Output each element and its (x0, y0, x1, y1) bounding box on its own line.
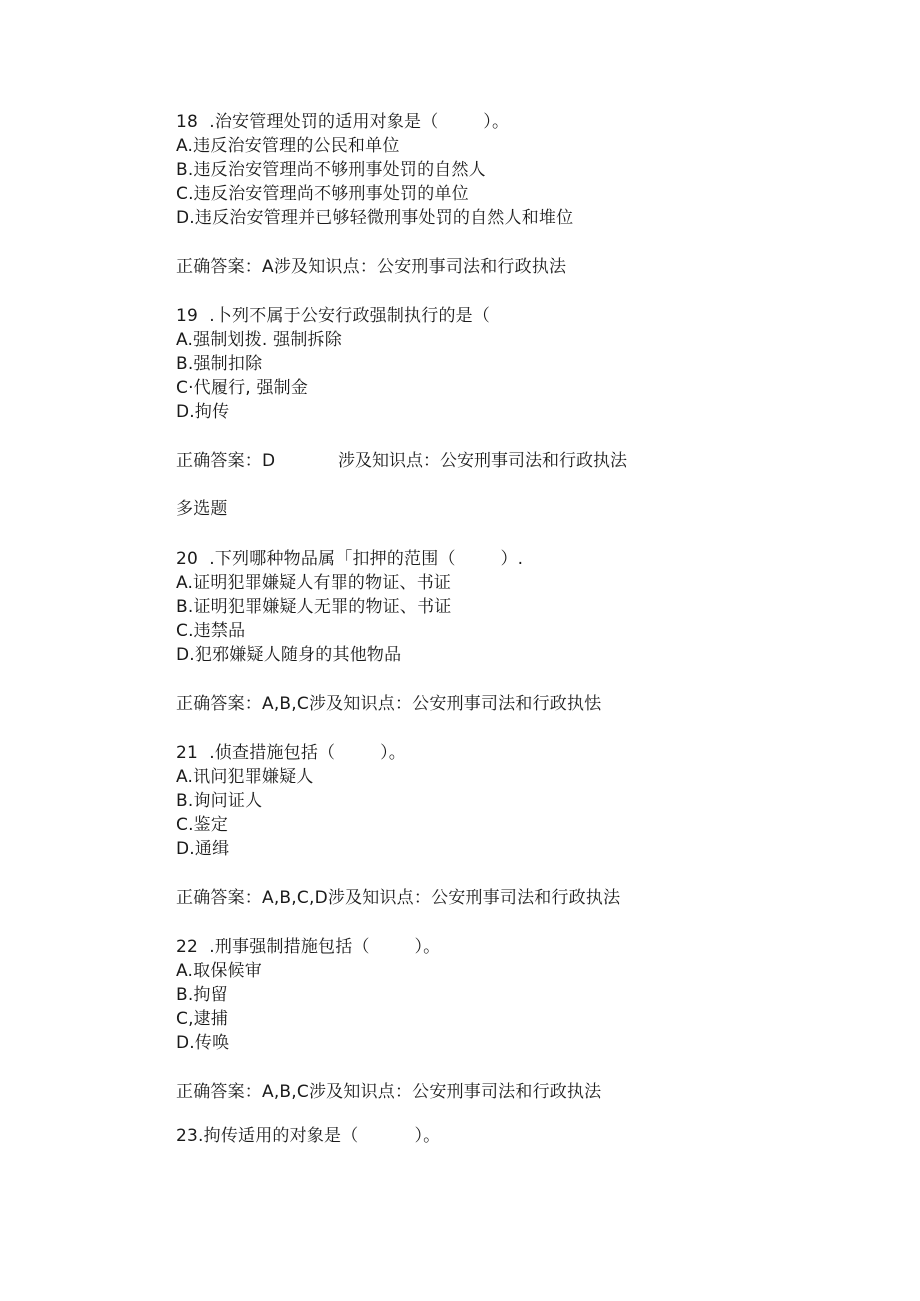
question-21-option-b: B.询问证人 (176, 791, 263, 811)
question-18-option-d: D.违反治安管理并已够轻微刑事处罚的自然人和堆位 (176, 208, 574, 228)
question-18-stem: 18 .治安管理处罚的适用对象是（ ）。 (176, 112, 510, 132)
question-22-option-b: B.拘留 (176, 985, 228, 1005)
question-21-stem: 21 .侦查措施包括（ ）。 (176, 743, 406, 763)
question-18-answer: 正确答案：A涉及知识点：公安刑事司法和行政执法 (176, 257, 567, 277)
question-20-option-b: B.证明犯罪嫌疑人无罪的物证、书证 (176, 597, 452, 617)
question-21-option-a: A.讯问犯罪嫌疑人 (176, 767, 314, 787)
question-22-option-d: D.传唤 (176, 1033, 230, 1053)
question-18-option-b: B.违反治安管理尚不够刑事处罚的自然人 (176, 160, 486, 180)
question-21-option-c: C.鉴定 (176, 815, 229, 835)
section-heading-multiple-choice: 多选题 (176, 499, 228, 519)
question-22-option-c: C,逮捕 (176, 1009, 229, 1029)
question-20-answer: 正确答案：A,B,C涉及知识点：公安刑事司法和行政执怯 (176, 694, 602, 714)
question-20-stem: 20 .下列哪种物品属「扣押的范围（ ）. (176, 549, 524, 569)
question-19-option-c: C·代履行, 强制金 (176, 378, 309, 398)
question-19-answer: 正确答案：D (176, 451, 276, 471)
question-22-answer: 正确答案：A,B,C涉及知识点：公安刑事司法和行政执法 (176, 1082, 602, 1102)
question-19-option-d: D.拘传 (176, 402, 230, 422)
question-19-stem: 19 .卜列不属于公安行政强制执行的是（ (176, 306, 491, 326)
question-22-option-a: A.取保候审 (176, 961, 262, 981)
question-19-option-b: B.强制扣除 (176, 354, 263, 374)
question-21-option-d: D.通缉 (176, 839, 230, 859)
question-21-answer: 正确答案：A,B,C,D涉及知识点：公安刑事司法和行政执法 (176, 888, 621, 908)
question-20-option-a: A.证明犯罪嫌疑人有罪的物证、书证 (176, 573, 452, 593)
question-20-option-c: C.违禁品 (176, 621, 246, 641)
question-20-option-d: D.犯邪嫌疑人随身的其他物品 (176, 645, 402, 665)
question-18-option-c: C.违反治安管理尚不够刑事处罚的单位 (176, 184, 469, 204)
question-18-option-a: A.违反治安管理的公民和单位 (176, 136, 400, 156)
question-22-stem: 22 .刑事强制措施包括（ ）。 (176, 937, 441, 957)
question-19-answer-knowledge: 涉及知识点：公安刑事司法和行政执法 (338, 451, 627, 471)
question-23-stem: 23.拘传适用的对象是（ ）。 (176, 1126, 441, 1146)
question-19-option-a: A.强制划拨. 强制拆除 (176, 330, 342, 350)
